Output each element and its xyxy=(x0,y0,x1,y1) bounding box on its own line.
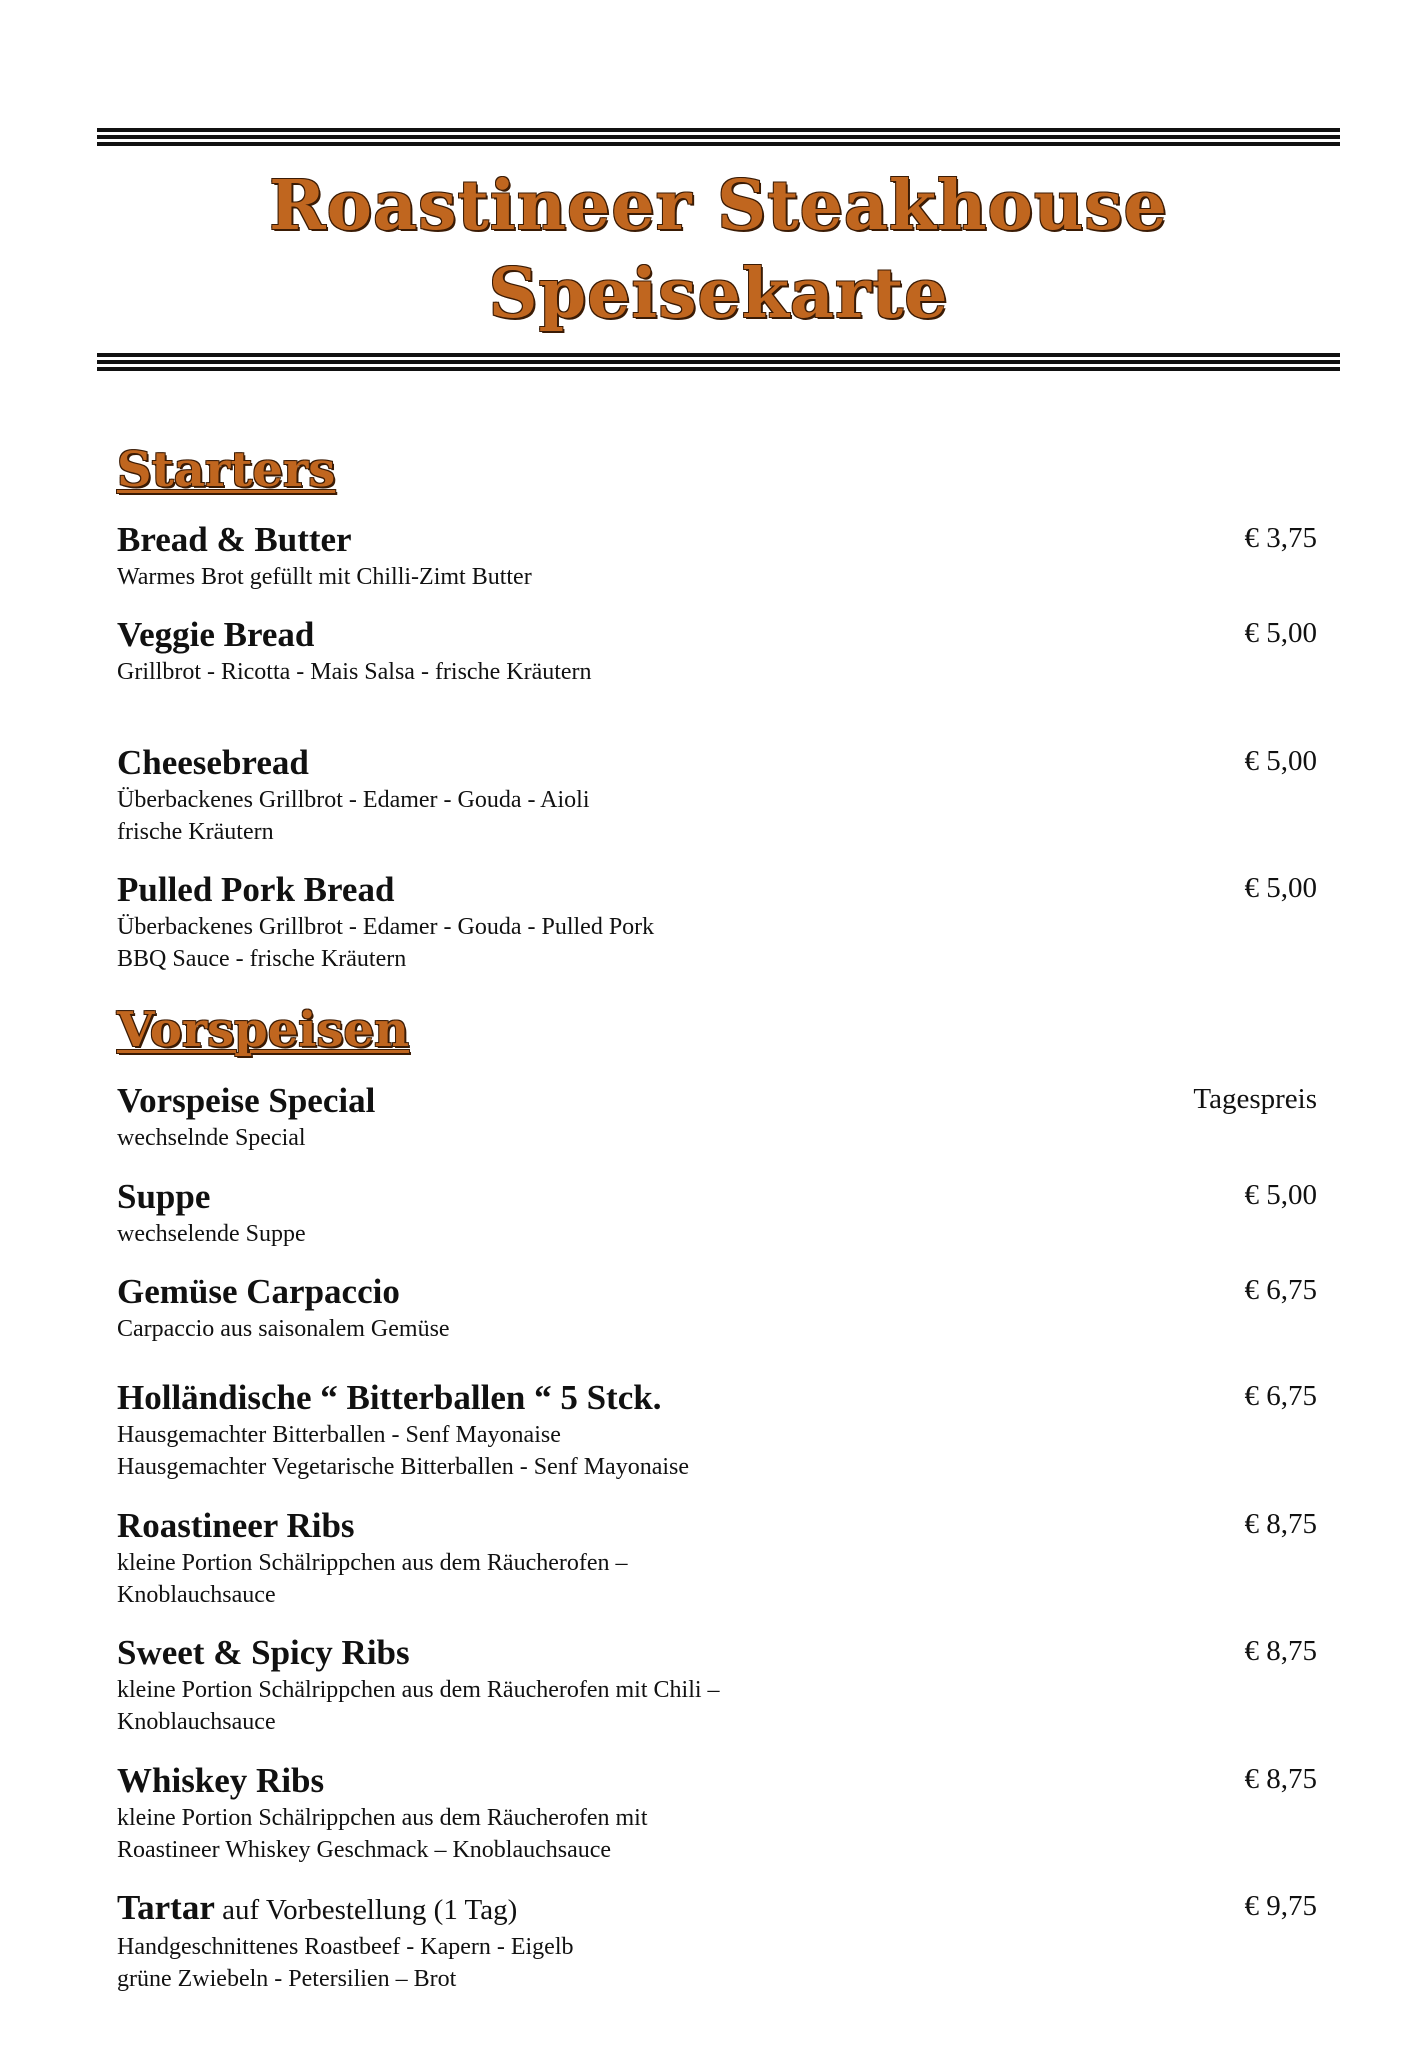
item-order-note: auf Vorbestellung (1 Tag) xyxy=(214,1894,518,1926)
section-heading-vorspeisen: Vorspeisen xyxy=(117,1002,409,1058)
menu-item-roastineer-ribs xyxy=(117,1505,1317,1611)
menu-item-vorspeise-special xyxy=(117,1080,1317,1154)
item-description-line-2: BBQ Sauce - frische Kräutern xyxy=(117,946,407,972)
item-price: € 5,00 xyxy=(1244,1179,1317,1211)
menu-item-whiskey-ribs xyxy=(117,1760,1317,1866)
item-description-line-2: Roastineer Whiskey Geschmack – Knoblauchsauce xyxy=(117,1837,612,1863)
item-description: Handgeschnittenes Roastbeef - Kapern - Eigelb xyxy=(117,1934,574,1960)
item-price: € 6,75 xyxy=(1244,1380,1317,1412)
menu-item-veggie-bread xyxy=(117,614,1317,688)
item-price: € 8,75 xyxy=(1244,1763,1317,1795)
item-name: Whiskey Ribs xyxy=(117,1761,325,1800)
item-name: Pulled Pork Bread xyxy=(117,870,395,909)
section-heading-starters: Starters xyxy=(117,442,336,498)
item-name: Veggie Bread xyxy=(117,615,315,654)
item-description: Überbackenes Grillbrot - Edamer - Gouda - Aioli xyxy=(117,787,590,813)
item-description: kleine Portion Schälrippchen aus dem Räucherofen mit Chili – xyxy=(117,1677,720,1703)
item-price: € 8,75 xyxy=(1244,1508,1317,1540)
item-price: € 5,00 xyxy=(1244,617,1317,649)
item-description-line-2: Knoblauchsauce xyxy=(117,1709,276,1735)
menu-title xyxy=(97,162,1340,338)
item-name: Holländische “ Bitterballen “ 5 Stck. xyxy=(117,1378,662,1417)
item-price: € 8,75 xyxy=(1244,1635,1317,1667)
item-name: Vorspeise Special xyxy=(117,1081,376,1120)
menu-item-sweet-spicy-ribs xyxy=(117,1632,1317,1738)
item-name: Sweet & Spicy Ribs xyxy=(117,1633,410,1672)
item-price: Tagespreis xyxy=(1193,1083,1317,1115)
item-price: € 3,75 xyxy=(1244,522,1317,554)
item-name: Gemüse Carpaccio xyxy=(117,1272,400,1311)
item-price: € 5,00 xyxy=(1244,872,1317,904)
menu-item-cheesebread xyxy=(117,742,1317,848)
menu-item-tartar xyxy=(117,1887,1317,1995)
item-description-line-2: grüne Zwiebeln - Petersilien – Brot xyxy=(117,1966,457,1992)
menu-item-gemuese-carpaccio xyxy=(117,1271,1317,1345)
menu-title-line-2: Speisekarte xyxy=(488,254,949,334)
menu-title-line-1: Roastineer Steakhouse xyxy=(269,166,1168,246)
header-bottom-rule xyxy=(97,353,1340,371)
item-description-line-2: Hausgemachter Vegetarische Bitterballen - Senf Mayonaise xyxy=(117,1454,690,1480)
item-price: € 5,00 xyxy=(1244,745,1317,777)
item-description: Warmes Brot gefüllt mit Chilli-Zimt Butter xyxy=(117,564,532,590)
item-name: Cheesebread xyxy=(117,743,309,782)
header-top-rule xyxy=(97,128,1340,146)
item-description: Carpaccio aus saisonalem Gemüse xyxy=(117,1316,450,1342)
item-name: Bread & Butter xyxy=(117,520,352,559)
item-price: € 6,75 xyxy=(1244,1274,1317,1306)
item-description-line-2: frische Kräutern xyxy=(117,819,274,845)
item-description-line-2: Knoblauchsauce xyxy=(117,1582,276,1608)
item-description: Grillbrot - Ricotta - Mais Salsa - frische Kräutern xyxy=(117,659,592,685)
item-price: € 9,75 xyxy=(1244,1890,1317,1922)
menu-item-bitterballen xyxy=(117,1377,1317,1483)
item-description: kleine Portion Schälrippchen aus dem Räucherofen mit xyxy=(117,1805,648,1831)
item-description: Hausgemachter Bitterballen - Senf Mayonaise xyxy=(117,1422,561,1448)
item-description: wechselnde Special xyxy=(117,1125,306,1151)
menu-item-bread-butter xyxy=(117,519,1317,593)
item-name-main: Tartar xyxy=(117,1888,215,1927)
menu-item-suppe xyxy=(117,1176,1317,1250)
item-name: Roastineer Ribs xyxy=(117,1506,355,1545)
item-name: Suppe xyxy=(117,1177,211,1216)
menu-item-pulled-pork-bread xyxy=(117,869,1317,975)
item-name xyxy=(117,1887,1317,1931)
item-description: wechselende Suppe xyxy=(117,1221,306,1247)
item-description: kleine Portion Schälrippchen aus dem Räucherofen – xyxy=(117,1550,628,1576)
item-description: Überbackenes Grillbrot - Edamer - Gouda - Pulled Pork xyxy=(117,914,655,940)
